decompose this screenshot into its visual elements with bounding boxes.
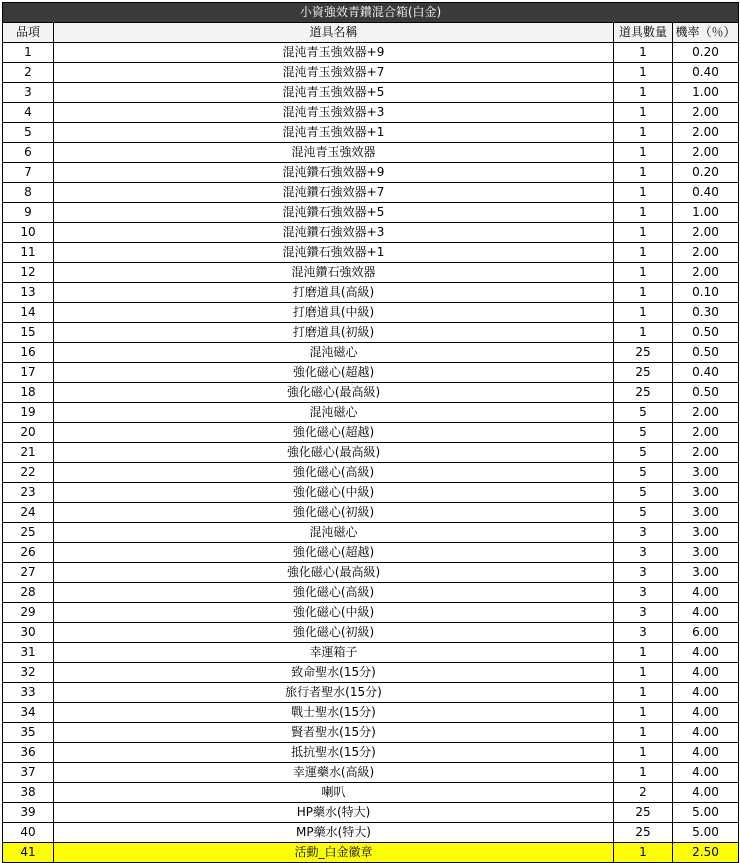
- cell-probability: 4.00: [673, 583, 739, 603]
- table-row: [3, 643, 739, 663]
- table-row: [3, 363, 739, 383]
- cell-item-quantity: 3: [614, 623, 673, 643]
- cell-item-quantity: 1: [614, 323, 673, 343]
- cell-item-index: 18: [3, 383, 54, 403]
- cell-item-quantity: 1: [614, 723, 673, 743]
- table-row: [3, 843, 739, 863]
- table-row: [3, 303, 739, 323]
- cell-probability: 5.00: [673, 803, 739, 823]
- cell-probability: 0.20: [673, 163, 739, 183]
- cell-item-name: 打磨道具(高級): [54, 283, 614, 303]
- cell-item-quantity: 3: [614, 523, 673, 543]
- header-item-name: 道具名稱: [54, 23, 614, 43]
- cell-item-quantity: 1: [614, 743, 673, 763]
- table-row: [3, 323, 739, 343]
- cell-item-name: 混沌青玉強效器: [54, 143, 614, 163]
- cell-item-quantity: 1: [614, 43, 673, 63]
- cell-probability: 4.00: [673, 603, 739, 623]
- cell-probability: 0.50: [673, 323, 739, 343]
- cell-item-name: 強化磁心(超越): [54, 543, 614, 563]
- table-row: [3, 283, 739, 303]
- cell-probability: 2.00: [673, 403, 739, 423]
- cell-item-index: 40: [3, 823, 54, 843]
- cell-item-quantity: 2: [614, 783, 673, 803]
- cell-probability: 4.00: [673, 703, 739, 723]
- cell-probability: 4.00: [673, 763, 739, 783]
- cell-item-index: 34: [3, 703, 54, 723]
- cell-item-name: 混沌鑽石強效器+1: [54, 243, 614, 263]
- table-row: [3, 203, 739, 223]
- table-row: [3, 243, 739, 263]
- cell-item-name: 活動_白金徽章: [54, 843, 614, 863]
- header-row: [3, 23, 739, 43]
- cell-probability: 0.50: [673, 383, 739, 403]
- table-row: [3, 123, 739, 143]
- cell-item-index: 13: [3, 283, 54, 303]
- cell-item-name: HP藥水(特大): [54, 803, 614, 823]
- cell-item-index: 6: [3, 143, 54, 163]
- cell-item-name: 強化磁心(初級): [54, 503, 614, 523]
- cell-probability: 2.00: [673, 263, 739, 283]
- cell-item-index: 4: [3, 103, 54, 123]
- cell-item-quantity: 1: [614, 223, 673, 243]
- cell-item-name: 強化磁心(初級): [54, 623, 614, 643]
- cell-item-index: 20: [3, 423, 54, 443]
- table-row: [3, 563, 739, 583]
- cell-item-name: 強化磁心(中級): [54, 483, 614, 503]
- cell-item-name: 戰士聖水(15分): [54, 703, 614, 723]
- cell-item-name: 打磨道具(初級): [54, 323, 614, 343]
- cell-item-index: 29: [3, 603, 54, 623]
- cell-probability: 3.00: [673, 463, 739, 483]
- cell-item-name: 強化磁心(高級): [54, 583, 614, 603]
- cell-item-quantity: 1: [614, 843, 673, 863]
- cell-probability: 2.00: [673, 423, 739, 443]
- cell-item-index: 36: [3, 743, 54, 763]
- cell-item-index: 3: [3, 83, 54, 103]
- cell-item-name: 抵抗聖水(15分): [54, 743, 614, 763]
- cell-item-index: 19: [3, 403, 54, 423]
- cell-item-quantity: 1: [614, 683, 673, 703]
- table-row: [3, 383, 739, 403]
- header-item-quantity: 道具數量: [614, 23, 673, 43]
- table-row: [3, 723, 739, 743]
- cell-item-quantity: 25: [614, 363, 673, 383]
- table-row: [3, 443, 739, 463]
- table-title-row: [3, 3, 739, 23]
- cell-item-name: MP藥水(特大): [54, 823, 614, 843]
- cell-item-quantity: 25: [614, 803, 673, 823]
- header-item-index: 品項: [3, 23, 54, 43]
- cell-item-name: 強化磁心(高級): [54, 463, 614, 483]
- table-row: [3, 63, 739, 83]
- cell-probability: 3.00: [673, 543, 739, 563]
- cell-item-name: 混沌鑽石強效器+3: [54, 223, 614, 243]
- cell-probability: 2.00: [673, 103, 739, 123]
- cell-item-name: 混沌鑽石強效器+5: [54, 203, 614, 223]
- table-row: [3, 103, 739, 123]
- cell-item-quantity: 1: [614, 643, 673, 663]
- cell-item-index: 8: [3, 183, 54, 203]
- table-row: [3, 663, 739, 683]
- cell-item-name: 混沌鑽石強效器+9: [54, 163, 614, 183]
- cell-probability: 2.00: [673, 443, 739, 463]
- table-row: [3, 483, 739, 503]
- cell-item-index: 23: [3, 483, 54, 503]
- cell-item-name: 混沌青玉強效器+1: [54, 123, 614, 143]
- cell-probability: 1.00: [673, 203, 739, 223]
- cell-item-name: 幸運箱子: [54, 643, 614, 663]
- cell-item-name: 混沌青玉強效器+5: [54, 83, 614, 103]
- cell-item-quantity: 3: [614, 603, 673, 623]
- cell-item-name: 混沌青玉強效器+9: [54, 43, 614, 63]
- table-row: [3, 43, 739, 63]
- table-row: [3, 183, 739, 203]
- table-row: [3, 223, 739, 243]
- cell-item-index: 27: [3, 563, 54, 583]
- cell-probability: 4.00: [673, 643, 739, 663]
- cell-item-name: 強化磁心(最高級): [54, 383, 614, 403]
- cell-item-index: 25: [3, 523, 54, 543]
- table-row: [3, 583, 739, 603]
- cell-item-name: 強化磁心(超越): [54, 423, 614, 443]
- cell-item-name: 混沌鑽石強效器+7: [54, 183, 614, 203]
- cell-item-index: 22: [3, 463, 54, 483]
- cell-probability: 3.00: [673, 483, 739, 503]
- cell-item-quantity: 5: [614, 443, 673, 463]
- cell-probability: 4.00: [673, 783, 739, 803]
- cell-item-quantity: 1: [614, 123, 673, 143]
- cell-probability: 5.00: [673, 823, 739, 843]
- cell-item-quantity: 1: [614, 163, 673, 183]
- cell-item-name: 混沌磁心: [54, 523, 614, 543]
- cell-item-quantity: 1: [614, 143, 673, 163]
- table-row: [3, 83, 739, 103]
- table-title: 小資強效青鑽混合箱(白金): [3, 3, 739, 23]
- cell-probability: 0.40: [673, 183, 739, 203]
- cell-item-quantity: 1: [614, 763, 673, 783]
- cell-item-name: 致命聖水(15分): [54, 663, 614, 683]
- cell-probability: 4.00: [673, 683, 739, 703]
- cell-item-index: 28: [3, 583, 54, 603]
- cell-item-index: 1: [3, 43, 54, 63]
- cell-item-name: 強化磁心(最高級): [54, 443, 614, 463]
- table-row: [3, 703, 739, 723]
- table-row: [3, 683, 739, 703]
- cell-item-index: 32: [3, 663, 54, 683]
- cell-probability: 1.00: [673, 83, 739, 103]
- cell-item-quantity: 1: [614, 663, 673, 683]
- cell-item-quantity: 1: [614, 703, 673, 723]
- cell-probability: 2.00: [673, 243, 739, 263]
- cell-item-index: 15: [3, 323, 54, 343]
- cell-item-quantity: 1: [614, 63, 673, 83]
- cell-item-name: 喇叭: [54, 783, 614, 803]
- cell-item-index: 26: [3, 543, 54, 563]
- cell-item-quantity: 1: [614, 283, 673, 303]
- table-row: [3, 623, 739, 643]
- cell-probability: 0.40: [673, 363, 739, 383]
- cell-item-quantity: 1: [614, 183, 673, 203]
- cell-item-quantity: 1: [614, 103, 673, 123]
- cell-item-quantity: 1: [614, 263, 673, 283]
- cell-item-quantity: 3: [614, 563, 673, 583]
- table-row: [3, 403, 739, 423]
- cell-probability: 0.40: [673, 63, 739, 83]
- table-row: [3, 503, 739, 523]
- cell-item-quantity: 5: [614, 463, 673, 483]
- cell-item-index: 14: [3, 303, 54, 323]
- cell-item-quantity: 3: [614, 543, 673, 563]
- cell-item-index: 17: [3, 363, 54, 383]
- cell-item-index: 30: [3, 623, 54, 643]
- cell-item-quantity: 25: [614, 343, 673, 363]
- cell-item-index: 41: [3, 843, 54, 863]
- cell-probability: 4.00: [673, 663, 739, 683]
- cell-probability: 0.20: [673, 43, 739, 63]
- cell-item-name: 混沌鑽石強效器: [54, 263, 614, 283]
- cell-item-name: 混沌磁心: [54, 343, 614, 363]
- cell-item-name: 混沌青玉強效器+7: [54, 63, 614, 83]
- cell-item-quantity: 25: [614, 823, 673, 843]
- cell-item-quantity: 1: [614, 83, 673, 103]
- table-row: [3, 343, 739, 363]
- cell-probability: 2.00: [673, 143, 739, 163]
- table-row: [3, 163, 739, 183]
- table-row: [3, 463, 739, 483]
- cell-item-name: 幸運藥水(高級): [54, 763, 614, 783]
- cell-probability: 3.00: [673, 503, 739, 523]
- table-row: [3, 543, 739, 563]
- probability-table: [2, 2, 739, 863]
- table-row: [3, 763, 739, 783]
- table-body: [3, 43, 739, 863]
- cell-item-index: 7: [3, 163, 54, 183]
- cell-item-name: 混沌磁心: [54, 403, 614, 423]
- cell-probability: 0.30: [673, 303, 739, 323]
- cell-item-index: 12: [3, 263, 54, 283]
- cell-item-name: 旅行者聖水(15分): [54, 683, 614, 703]
- cell-item-quantity: 5: [614, 483, 673, 503]
- cell-item-quantity: 1: [614, 243, 673, 263]
- cell-item-quantity: 1: [614, 203, 673, 223]
- cell-probability: 3.00: [673, 523, 739, 543]
- table-row: [3, 423, 739, 443]
- cell-item-name: 賢者聖水(15分): [54, 723, 614, 743]
- cell-item-index: 38: [3, 783, 54, 803]
- cell-item-index: 39: [3, 803, 54, 823]
- table-row: [3, 823, 739, 843]
- cell-item-index: 16: [3, 343, 54, 363]
- cell-item-index: 9: [3, 203, 54, 223]
- cell-item-name: 混沌青玉強效器+3: [54, 103, 614, 123]
- cell-probability: 6.00: [673, 623, 739, 643]
- cell-probability: 4.00: [673, 743, 739, 763]
- table-row: [3, 523, 739, 543]
- cell-item-quantity: 5: [614, 423, 673, 443]
- cell-item-index: 11: [3, 243, 54, 263]
- cell-item-index: 2: [3, 63, 54, 83]
- table-row: [3, 743, 739, 763]
- cell-item-quantity: 1: [614, 303, 673, 323]
- cell-item-quantity: 5: [614, 403, 673, 423]
- table-row: [3, 603, 739, 623]
- cell-probability: 3.00: [673, 563, 739, 583]
- cell-item-name: 打磨道具(中級): [54, 303, 614, 323]
- cell-item-index: 35: [3, 723, 54, 743]
- table-row: [3, 803, 739, 823]
- cell-probability: 4.00: [673, 723, 739, 743]
- cell-item-index: 37: [3, 763, 54, 783]
- cell-item-index: 24: [3, 503, 54, 523]
- table-row: [3, 783, 739, 803]
- cell-item-name: 強化磁心(最高級): [54, 563, 614, 583]
- table-row: [3, 143, 739, 163]
- table-row: [3, 263, 739, 283]
- cell-probability: 2.00: [673, 123, 739, 143]
- cell-item-quantity: 25: [614, 383, 673, 403]
- cell-probability: 2.00: [673, 223, 739, 243]
- cell-probability: 2.50: [673, 843, 739, 863]
- cell-item-name: 強化磁心(中級): [54, 603, 614, 623]
- cell-item-name: 強化磁心(超越): [54, 363, 614, 383]
- cell-item-index: 33: [3, 683, 54, 703]
- cell-probability: 0.50: [673, 343, 739, 363]
- header-probability: 機率（％）: [673, 23, 739, 43]
- cell-item-index: 31: [3, 643, 54, 663]
- cell-probability: 0.10: [673, 283, 739, 303]
- probability-table-container: [2, 2, 738, 863]
- cell-item-quantity: 3: [614, 583, 673, 603]
- cell-item-index: 5: [3, 123, 54, 143]
- cell-item-index: 10: [3, 223, 54, 243]
- cell-item-index: 21: [3, 443, 54, 463]
- cell-item-quantity: 5: [614, 503, 673, 523]
